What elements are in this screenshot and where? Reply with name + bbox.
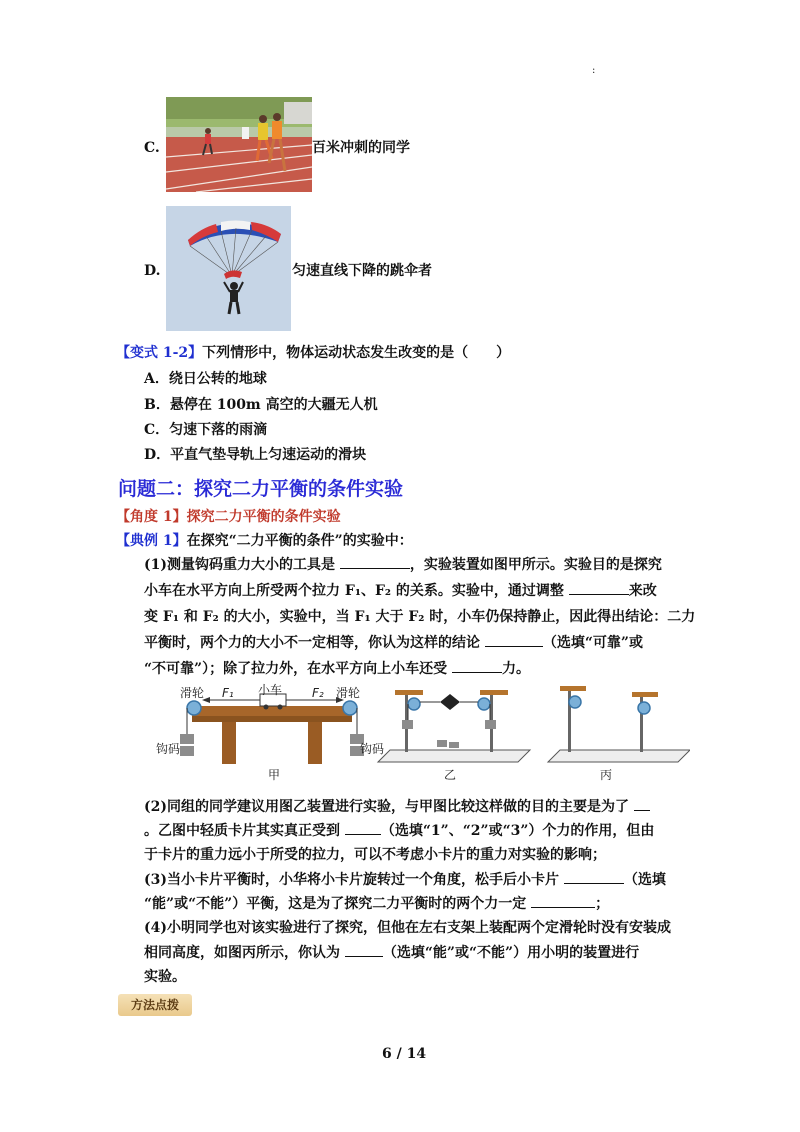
angle-text: 探究二力平衡的条件实验 (186, 509, 341, 525)
q2-line2b: （选填“1”、“2”或“3”）个力的作用，但由 (380, 823, 655, 839)
q3-blank-condition[interactable] (531, 895, 595, 908)
q1-line1b: ，实验装置如图甲所示。实验目的是探究 (409, 557, 662, 573)
label-pulley-left: 滑轮 (180, 686, 205, 700)
figure-bing (548, 686, 690, 762)
q1-line3: 变 F₁ 和 F₂ 的大小，实验中，当 F₁ 大于 F₂ 时，小车仍保持静止，因此得出结论：二力 (144, 609, 696, 625)
option-c-letter: C. (144, 140, 160, 156)
caption-jia: 甲 (268, 768, 281, 782)
q2-blank-purpose[interactable] (634, 798, 650, 811)
q3-line2a: “能”或“不能”）平衡，这是为了探究二力平衡时的两个力一定 (144, 896, 527, 912)
label-weights-right: 钩码 (360, 742, 385, 756)
q2-blank-count[interactable] (345, 822, 381, 835)
label-car: 小车 (258, 683, 283, 697)
section-title: 问题二：探究二力平衡的条件实验 (118, 478, 404, 500)
q1-blank-reliable[interactable] (485, 634, 543, 647)
q4-line3: 实验。 (144, 969, 186, 985)
example-intro: 在探究“二力平衡的条件”的实验中： (186, 533, 413, 549)
q3-blank-balance[interactable] (564, 871, 624, 884)
variant-option-b: B．悬停在 100m 高空的大疆无人机 (144, 397, 378, 413)
label-f1: F₁ (222, 686, 234, 700)
q3-line1b: （选填 (623, 872, 666, 888)
page-number: 6 / 14 (382, 1046, 427, 1062)
q1-blank-tool[interactable] (340, 556, 410, 569)
variant-tag: 【变式 1-2】 (116, 345, 203, 361)
q1-line5a: “不可靠”）；除了拉力外，在水平方向上小车还受 (144, 661, 448, 677)
q3-line2b: ； (595, 896, 610, 912)
q1-line1a: (1)测量钩码重力大小的工具是 (144, 557, 335, 573)
q2-line2a: 。乙图中轻质卡片其实真正受到 (144, 823, 340, 839)
q1-blank-force[interactable] (452, 660, 502, 673)
q2-line1: (2)同组的同学建议用图乙装置进行实验，与甲图比较这样做的目的主要是为了 (144, 799, 629, 815)
figure-jia (180, 694, 364, 764)
caption-yi: 乙 (444, 768, 457, 782)
q2-line3: 于卡片的重力远小于所受的拉力，可以不考虑小卡片的重力对实验的影响； (144, 847, 606, 863)
variant-option-a: A．绕日公转的地球 (144, 371, 267, 387)
q1-line4b: （选填“可靠”或 (542, 635, 643, 651)
option-c-text: 百米冲刺的同学 (312, 140, 410, 156)
sprint-photo (166, 97, 312, 192)
option-d-letter: D. (144, 263, 161, 279)
q1-line5b: 力。 (501, 661, 530, 677)
figure-yi (378, 690, 530, 762)
angle-tag: 【角度 1】 (116, 509, 187, 525)
q1-line2b: 来改 (628, 583, 657, 599)
label-f2: F₂ (312, 686, 324, 700)
example-tag: 【典例 1】 (116, 533, 187, 549)
q4-line2a: 相同高度，如图丙所示，你认为 (144, 945, 340, 961)
variant-question: 下列情形中，物体运动状态发生改变的是（ ） (202, 345, 511, 361)
variant-option-c: C．匀速下落的雨滴 (144, 422, 268, 438)
corner-mark: : (592, 65, 596, 76)
q3-line1a: (3)当小卡片平衡时，小华将小卡片旋转过一个角度，松手后小卡片 (144, 872, 559, 888)
q1-line4a: 平衡时，两个力的大小不一定相等，你认为这样的结论 (144, 635, 480, 651)
label-weights-left: 钩码 (156, 742, 181, 756)
q1-line2: 小车在水平方向上所受两个拉力 F₁、F₂ 的关系。实验中，通过调整 (144, 583, 564, 599)
q1-blank-adjust[interactable] (569, 582, 629, 595)
method-tip-box: 方法点拨 (118, 994, 192, 1016)
q4-blank-can[interactable] (345, 944, 383, 957)
q4-line1: (4)小明同学也对该实验进行了探究，但他在左右支架上装配两个定滑轮时没有安装成 (144, 920, 671, 936)
variant-option-d: D．平直气垫导轨上匀速运动的滑块 (144, 447, 367, 463)
label-pulley-right: 滑轮 (336, 686, 361, 700)
parachute-photo (166, 206, 291, 331)
caption-bing: 丙 (600, 768, 613, 782)
option-d-text: 匀速直线下降的跳伞者 (292, 263, 432, 279)
q4-line2b: （选填“能”或“不能”）用小明的装置进行 (382, 945, 640, 961)
